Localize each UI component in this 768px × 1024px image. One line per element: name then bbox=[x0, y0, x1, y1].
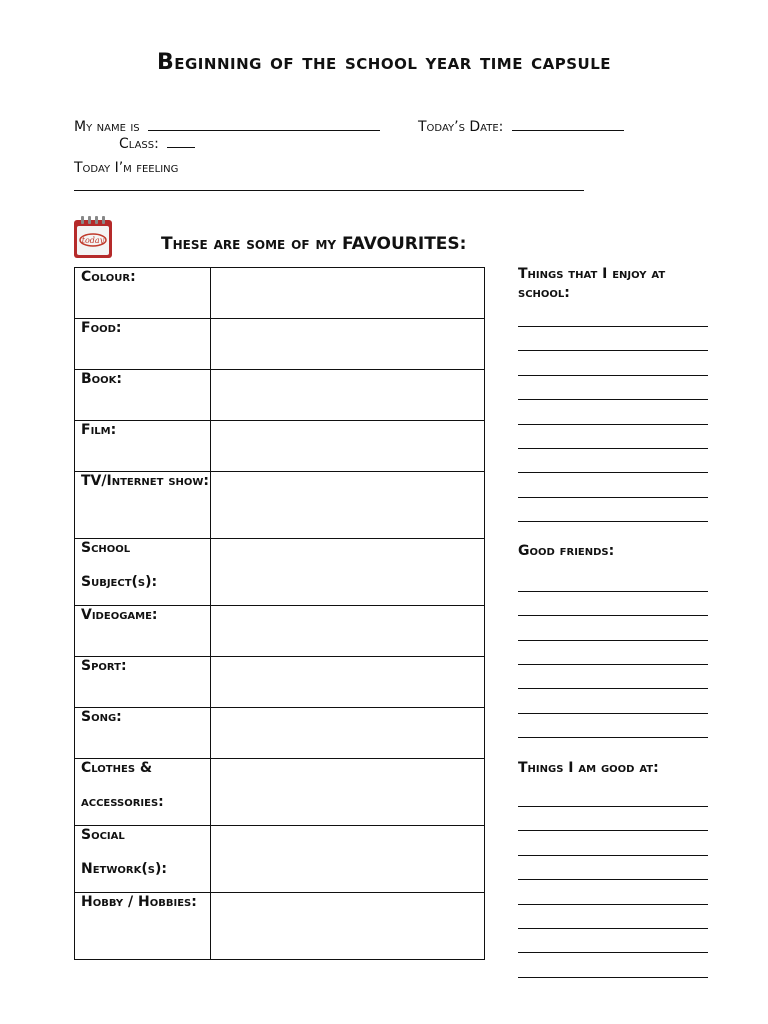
writing-line[interactable] bbox=[518, 399, 708, 400]
favourite-row bbox=[75, 472, 485, 539]
page-title: Beginning of the school year time capsule bbox=[156, 50, 612, 75]
side-section-heading: Things that I enjoy at school: bbox=[518, 266, 666, 301]
favourite-value-cell[interactable] bbox=[210, 893, 484, 960]
favourite-label-text: Hobby / Hobbies: bbox=[81, 894, 197, 910]
writing-line[interactable] bbox=[518, 591, 708, 592]
favourite-label bbox=[75, 759, 211, 826]
favourite-value-cell[interactable] bbox=[210, 708, 484, 759]
writing-line[interactable] bbox=[518, 350, 708, 351]
name-blank[interactable] bbox=[148, 116, 380, 131]
class-blank[interactable] bbox=[167, 133, 195, 148]
favourite-label-text: School Subject(s): bbox=[81, 540, 158, 590]
writing-line[interactable] bbox=[518, 806, 708, 807]
favourite-label-text: Song: bbox=[81, 709, 122, 725]
calendar-icon-text: today bbox=[81, 236, 105, 245]
writing-line[interactable] bbox=[518, 713, 708, 714]
calendar-today-icon bbox=[72, 213, 116, 261]
favourite-value-cell[interactable] bbox=[210, 370, 484, 421]
writing-line[interactable] bbox=[518, 615, 708, 616]
writing-line[interactable] bbox=[518, 977, 708, 978]
favourite-value-cell[interactable] bbox=[210, 657, 484, 708]
favourite-row bbox=[75, 759, 485, 826]
name-label: My name is bbox=[74, 119, 140, 135]
favourite-label-text: Videogame: bbox=[81, 607, 158, 623]
favourite-value-cell[interactable] bbox=[210, 421, 484, 472]
date-label: Today’s Date: bbox=[418, 119, 504, 135]
writing-line[interactable] bbox=[518, 928, 708, 929]
writing-line[interactable] bbox=[518, 737, 708, 738]
favourite-label-text: Colour: bbox=[81, 269, 136, 285]
side-section-heading: Good friends: bbox=[518, 543, 615, 559]
favourites-heading: These are some of my FAVOURITES: bbox=[161, 234, 467, 254]
writing-line[interactable] bbox=[518, 326, 708, 327]
writing-line[interactable] bbox=[518, 640, 708, 641]
feeling-field bbox=[74, 160, 178, 176]
writing-line[interactable] bbox=[518, 521, 708, 522]
favourite-value-cell[interactable] bbox=[210, 759, 484, 826]
favourite-value-cell[interactable] bbox=[210, 319, 484, 370]
writing-line[interactable] bbox=[518, 688, 708, 689]
favourite-label bbox=[75, 826, 211, 893]
favourite-label bbox=[75, 893, 211, 960]
favourites-table bbox=[74, 267, 485, 960]
favourite-row bbox=[75, 893, 485, 960]
favourite-label-text: Film: bbox=[81, 422, 117, 438]
writing-line[interactable] bbox=[518, 855, 708, 856]
favourite-value-cell[interactable] bbox=[210, 826, 484, 893]
writing-line[interactable] bbox=[518, 904, 708, 905]
favourite-value-cell[interactable] bbox=[210, 472, 484, 539]
favourite-value-cell[interactable] bbox=[210, 606, 484, 657]
writing-line[interactable] bbox=[518, 448, 708, 449]
favourite-row bbox=[75, 539, 485, 606]
date-field[interactable] bbox=[418, 116, 624, 135]
favourite-label-text: TV/Internet show: bbox=[81, 473, 210, 489]
feeling-label: Today I’m feeling bbox=[74, 160, 179, 176]
favourite-label-text: Social Network(s): bbox=[81, 827, 167, 877]
class-field[interactable] bbox=[119, 133, 195, 152]
writing-line[interactable] bbox=[518, 952, 708, 953]
favourite-label bbox=[75, 472, 211, 539]
writing-line[interactable] bbox=[518, 664, 708, 665]
writing-line[interactable] bbox=[518, 472, 708, 473]
writing-line[interactable] bbox=[518, 497, 708, 498]
favourite-label-text: Clothes & accessories: bbox=[81, 760, 164, 810]
favourite-label-text: Book: bbox=[81, 371, 123, 387]
side-section-heading: Things I am good at: bbox=[518, 760, 659, 776]
feeling-blank[interactable] bbox=[74, 190, 584, 191]
favourite-row bbox=[75, 826, 485, 893]
favourite-label-text: Food: bbox=[81, 320, 122, 336]
class-label: Class: bbox=[119, 136, 159, 152]
writing-line[interactable] bbox=[518, 879, 708, 880]
favourite-label bbox=[75, 539, 211, 606]
writing-line[interactable] bbox=[518, 375, 708, 376]
date-blank[interactable] bbox=[512, 116, 624, 131]
favourite-value-cell[interactable] bbox=[210, 268, 484, 319]
favourite-label-text: Sport: bbox=[81, 658, 127, 674]
writing-line[interactable] bbox=[518, 424, 708, 425]
writing-line[interactable] bbox=[518, 830, 708, 831]
favourite-value-cell[interactable] bbox=[210, 539, 484, 606]
